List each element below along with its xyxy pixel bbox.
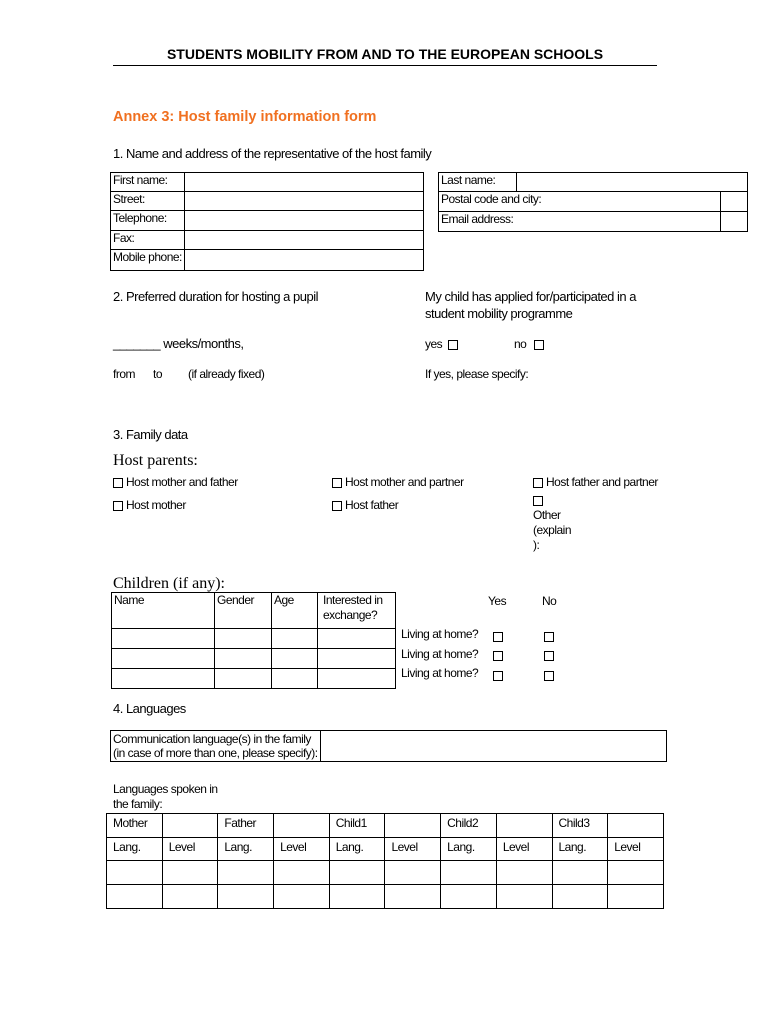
section4-heading: 4. Languages [113, 701, 186, 716]
child3-level-header: Level [608, 838, 664, 861]
level-cell[interactable] [608, 861, 664, 885]
member-child2-blank [496, 814, 552, 838]
section2-heading: 2. Preferred duration for hosting a pupil [113, 289, 318, 304]
level-cell[interactable] [162, 885, 218, 909]
languages-spoken-table [106, 813, 664, 909]
host-parents-title: Host parents: [113, 452, 198, 469]
first-name-field[interactable] [184, 173, 423, 192]
living-at-home-label-2: Living at home? [401, 647, 479, 661]
language-row-2 [107, 885, 664, 909]
telephone-field[interactable] [184, 211, 423, 231]
child1-name[interactable] [112, 629, 215, 649]
child2-age[interactable] [272, 649, 318, 669]
street-field[interactable] [184, 192, 423, 211]
host-mother-father-label: Host mother and father [126, 475, 238, 489]
applied-text-line1: My child has applied for/participated in a [425, 289, 636, 304]
level-cell[interactable] [608, 885, 664, 909]
languages-spoken-label [113, 782, 218, 812]
member-child1: Child1 [329, 814, 385, 838]
yes-checkbox[interactable] [448, 340, 458, 350]
label-telephone: Telephone: [111, 211, 185, 231]
other-checkbox[interactable] [533, 496, 543, 506]
member-mother-blank [162, 814, 218, 838]
label-email-address: Email address: [439, 212, 721, 232]
annex-title: Annex 3: Host family information form [113, 109, 377, 125]
lang-cell[interactable] [441, 885, 497, 909]
child3-name[interactable] [112, 669, 215, 689]
level-cell[interactable] [162, 861, 218, 885]
other-label-line1: Other [533, 508, 561, 522]
label-if-yes-specify: If yes, please specify: [425, 367, 529, 381]
option-host-mother-partner[interactable] [332, 475, 464, 489]
living-yes-header: Yes [488, 594, 507, 608]
header-interested [318, 593, 396, 629]
mother-lang-header: Lang. [107, 838, 163, 861]
host-father-partner-label: Host father and partner [546, 475, 658, 489]
communication-language-label [111, 731, 321, 762]
lang-cell[interactable] [107, 861, 163, 885]
father-level-header: Level [274, 838, 330, 861]
email-address-field[interactable] [720, 212, 748, 232]
languages-spoken-line2: the family: [113, 797, 163, 811]
weeks-months-field[interactable]: _______ weeks/months, [113, 336, 244, 351]
host-mother-partner-checkbox[interactable] [332, 478, 342, 488]
communication-language-table [110, 730, 667, 762]
child1-level-header: Level [385, 838, 441, 861]
languages-spoken-line1: Languages spoken in [113, 782, 218, 796]
other-label-line3: ): [533, 538, 540, 552]
option-host-mother-father[interactable] [113, 475, 238, 489]
living-at-home-label-3: Living at home? [401, 666, 479, 680]
page-header-title: STUDENTS MOBILITY FROM AND TO THE EUROPEAN SCHOOLS [166, 46, 604, 62]
representative-left-table [110, 172, 424, 271]
communication-label-line1: Communication language(s) in the family [113, 732, 311, 746]
level-cell[interactable] [274, 861, 330, 885]
label-from: from [113, 367, 135, 381]
child2-lang-header: Lang. [441, 838, 497, 861]
living-no-checkbox-3[interactable] [544, 671, 554, 681]
child2-name[interactable] [112, 649, 215, 669]
child2-level-header: Level [496, 838, 552, 861]
fax-field[interactable] [184, 231, 423, 250]
level-cell[interactable] [496, 885, 552, 909]
label-to: to [153, 367, 163, 381]
host-father-label: Host father [345, 498, 399, 512]
host-mother-label: Host mother [126, 498, 186, 512]
yes-label: yes [425, 337, 443, 351]
father-lang-header: Lang. [218, 838, 274, 861]
no-checkbox[interactable] [534, 340, 544, 350]
children-title: Children (if any): [113, 575, 225, 592]
living-yes-checkbox-3[interactable] [493, 671, 503, 681]
lang-cell[interactable] [552, 885, 608, 909]
host-father-checkbox[interactable] [332, 501, 342, 511]
mother-level-header: Level [162, 838, 218, 861]
communication-label-line2: (in case of more than one, please specify): [113, 746, 318, 760]
host-father-partner-checkbox[interactable] [533, 478, 543, 488]
header-age: Age [272, 593, 318, 629]
living-no-checkbox-1[interactable] [544, 632, 554, 642]
member-child3-blank [608, 814, 664, 838]
member-father: Father [218, 814, 274, 838]
child3-gender[interactable] [215, 669, 272, 689]
header-interested-line2: exchange? [323, 608, 378, 622]
label-street: Street: [111, 192, 185, 211]
no-label: no [514, 337, 527, 351]
label-last-name: Last name: [439, 173, 517, 192]
section1-heading: 1. Name and address of the representative of the host family [113, 146, 432, 161]
label-mobile-phone: Mobile phone: [111, 250, 185, 271]
lang-cell[interactable] [107, 885, 163, 909]
host-mother-partner-label: Host mother and partner [345, 475, 464, 489]
member-child1-blank [385, 814, 441, 838]
option-other[interactable] [533, 493, 571, 553]
living-at-home-label-1: Living at home? [401, 627, 479, 641]
child3-lang-header: Lang. [552, 838, 608, 861]
child1-lang-header: Lang. [329, 838, 385, 861]
lang-cell[interactable] [552, 861, 608, 885]
applied-text-line2: student mobility programme [425, 306, 573, 321]
label-if-fixed: (if already fixed) [188, 367, 265, 381]
header-name: Name [112, 593, 215, 629]
last-name-field[interactable] [517, 173, 748, 192]
representative-right-table [438, 172, 748, 232]
child1-interested[interactable] [318, 629, 396, 649]
level-cell[interactable] [385, 861, 441, 885]
living-no-checkbox-2[interactable] [544, 651, 554, 661]
postal-code-city-field[interactable] [720, 192, 748, 212]
other-label-line2: (explain [533, 523, 572, 537]
child-row-3 [112, 669, 396, 689]
member-child2: Child2 [441, 814, 497, 838]
level-cell[interactable] [496, 861, 552, 885]
option-host-father[interactable] [332, 498, 398, 512]
living-no-header: No [542, 594, 557, 608]
level-cell[interactable] [274, 885, 330, 909]
child-row-1 [112, 629, 396, 649]
living-yes-checkbox-2[interactable] [493, 651, 503, 661]
member-mother: Mother [107, 814, 163, 838]
level-cell[interactable] [385, 885, 441, 909]
lang-cell[interactable] [218, 861, 274, 885]
child2-gender[interactable] [215, 649, 272, 669]
child1-gender[interactable] [215, 629, 272, 649]
member-child3: Child3 [552, 814, 608, 838]
header-rule [113, 65, 657, 66]
option-host-mother[interactable] [113, 498, 186, 512]
lang-cell[interactable] [329, 861, 385, 885]
children-table [111, 592, 396, 689]
label-postal-code-city: Postal code and city: [439, 192, 721, 212]
communication-language-field[interactable] [320, 731, 666, 762]
yes-option[interactable] [425, 337, 461, 351]
host-mother-father-checkbox[interactable] [113, 478, 123, 488]
section3-heading: 3. Family data [113, 427, 188, 442]
lang-cell[interactable] [441, 861, 497, 885]
host-mother-checkbox[interactable] [113, 501, 123, 511]
living-yes-checkbox-1[interactable] [493, 632, 503, 642]
lang-cell[interactable] [329, 885, 385, 909]
mobile-phone-field[interactable] [184, 250, 423, 271]
child3-interested[interactable] [318, 669, 396, 689]
label-fax: Fax: [111, 231, 185, 250]
member-father-blank [274, 814, 330, 838]
header-interested-line1: Interested in [323, 593, 383, 607]
language-row-1 [107, 861, 664, 885]
option-host-father-partner[interactable] [533, 475, 658, 489]
label-first-name: First name: [111, 173, 185, 192]
lang-cell[interactable] [218, 885, 274, 909]
child1-age[interactable] [272, 629, 318, 649]
child3-age[interactable] [272, 669, 318, 689]
header-gender: Gender [215, 593, 272, 629]
child-row-2 [112, 649, 396, 669]
child2-interested[interactable] [318, 649, 396, 669]
no-option[interactable] [514, 337, 547, 351]
